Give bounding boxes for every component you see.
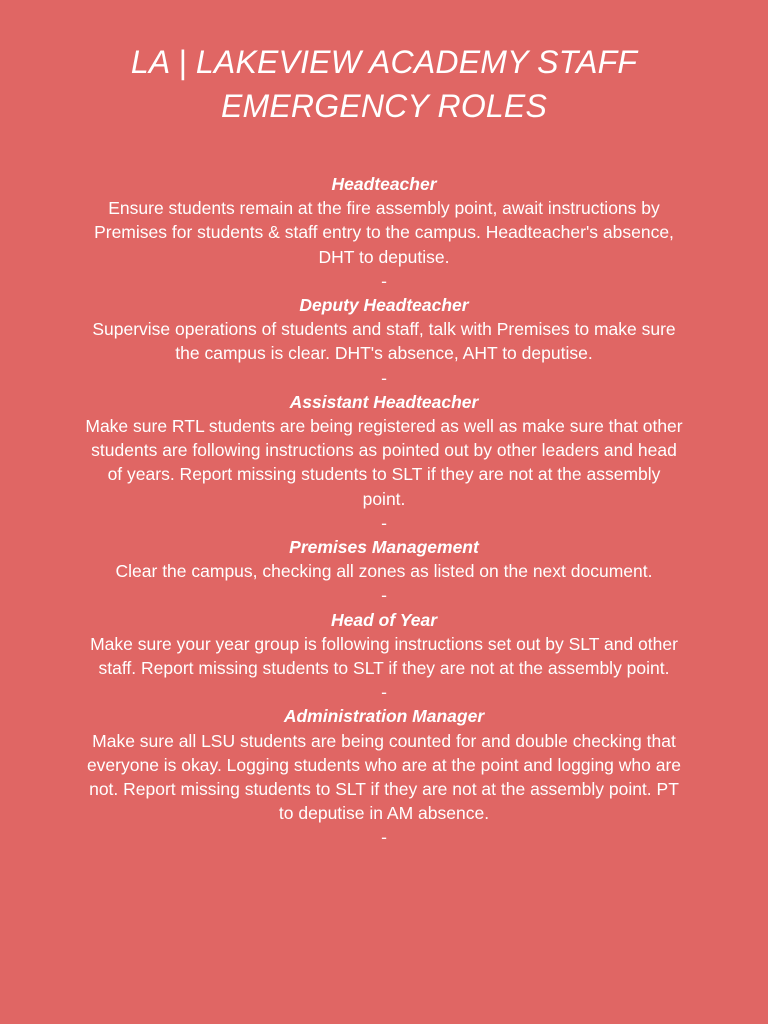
role-description: Make sure RTL students are being registered as well as make sure that other students are following instructions as pointed out by other leaders and head of years. Report missing students to SLT if they are not at the assembly point. (85, 416, 683, 509)
role-title: Deputy Headteacher (299, 295, 469, 316)
role-separator: - (381, 270, 387, 291)
role-separator: - (381, 827, 387, 848)
role-title: Premises Management (289, 537, 479, 558)
role-separator: - (381, 585, 387, 606)
role-separator: - (381, 682, 387, 703)
role-administration-manager (84, 704, 684, 849)
role-description: Supervise operations of students and staff, talk with Premises to make sure the campus is clear. DHT's absence, AHT to deputise. (92, 319, 676, 364)
role-assistant-headteacher (84, 390, 684, 535)
role-description: Make sure your year group is following instructions set out by SLT and other staff. Report missing students to SLT if they are not at the assembly point. (90, 633, 678, 679)
role-separator: - (381, 367, 387, 388)
role-description: Ensure students remain at the fire assembly point, await instructions by Premises for students & staff entry to the campus. Headteacher's absence, DHT to deputise. (94, 198, 674, 267)
roles-list (84, 172, 684, 850)
role-head-of-year (84, 608, 684, 705)
role-title: Head of Year (330, 609, 438, 630)
role-description: Clear the campus, checking all zones as listed on the next document. (115, 561, 653, 582)
role-title: Headteacher (331, 174, 437, 194)
role-title: Administration Manager (283, 706, 485, 727)
page-title: LA | LAKEVIEW ACADEMY STAFF EMERGENCY ROLES (130, 44, 638, 124)
role-headteacher (84, 172, 684, 293)
role-title: Assistant Headteacher (289, 391, 479, 412)
role-deputy-headteacher (84, 293, 684, 390)
role-description: Make sure all LSU students are being counted for and double checking that everyone is okay. Logging students who are at the point and logging who are not. Report missing students to SLT if they are not at the assembly point. PT to deputise in AM absence. (86, 730, 682, 824)
role-separator: - (381, 512, 387, 533)
role-premises-management (84, 535, 684, 608)
